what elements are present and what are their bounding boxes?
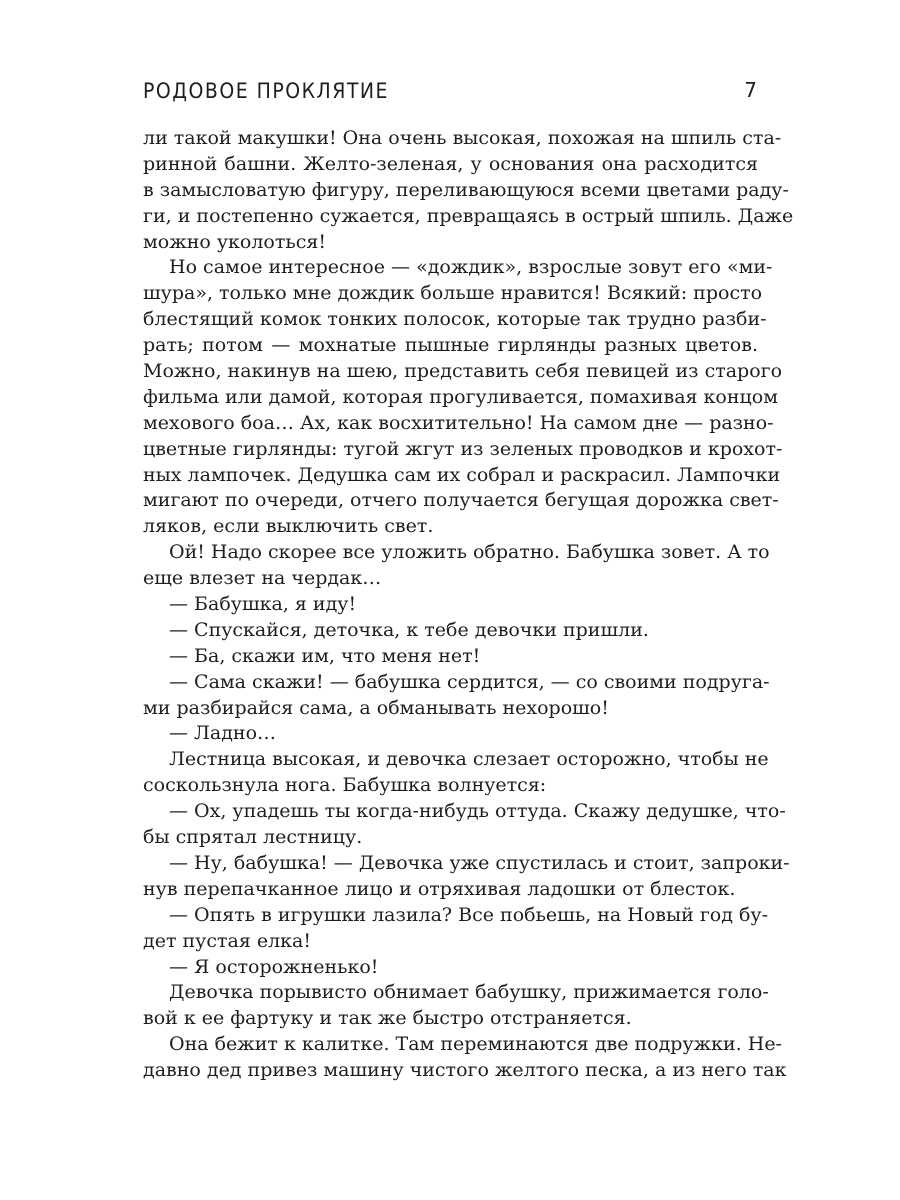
text-line: шура», только мне дождик больше нравится! Всякий: просто <box>143 282 763 305</box>
text-line: соскользнула нога. Бабушка волнуется: <box>143 774 547 797</box>
text-line: Девочка порывисто обнимает бабушку, прижимается голо- <box>169 981 769 1004</box>
text-line: дет пустая елка! <box>143 929 311 952</box>
text-line: — Ба, скажи им, что меня нет! <box>169 644 481 667</box>
text-line: Лестница высокая, и девочка слезает осторожно, чтобы не <box>169 748 769 771</box>
text-line: — Бабушка, я иду! <box>169 593 357 616</box>
text-line: блестящий комок тонких полосок, которые так трудно разби- <box>143 308 767 331</box>
text-line: Но самое интересное — «дождик», взрослые зовут его «ми- <box>169 256 773 279</box>
page-number: 7 <box>744 78 757 102</box>
text-line: еще влезет на чердак… <box>143 567 382 590</box>
text-line: ных лампочек. Дедушка сам их собрал и раскрасил. Лампочки <box>143 463 781 486</box>
text-line: — Спускайся, деточка, к тебе девочки пришли. <box>169 618 649 641</box>
text-line: — Сама скажи! — бабушка сердится, — со своими подруга- <box>169 670 770 693</box>
text-line: — Ну, бабушка! — Девочка уже спустилась и стоит, запроки- <box>169 851 790 874</box>
text-line: мехового боа… Ах, как восхитительно! На самом дне — разно- <box>143 411 774 434</box>
text-line: ми разбирайся сама, а обманывать нехорошо! <box>143 696 609 719</box>
text-line: давно дед привез машину чистого желтого песка, а из него так <box>143 1059 787 1082</box>
text-line: — Ладно… <box>169 722 277 745</box>
text-line: — Ох, упадешь ты когда-нибудь оттуда. Скажу дедушке, что- <box>169 800 786 823</box>
text-line: — Я осторожненько! <box>169 955 379 978</box>
text-line: ринной башни. Желто-зеленая, у основания она расходится <box>143 152 758 175</box>
text-line: ляков, если выключить свет. <box>143 515 434 538</box>
text-line: ли такой макушки! Она очень высокая, похожая на шпиль ста- <box>143 127 782 149</box>
body-text <box>143 126 794 1084</box>
text-line: ги, и постепенно сужается, превращаясь в острый шпиль. Даже <box>143 204 794 227</box>
text-line: фильма или дамой, которая прогуливается, помахивая концом <box>143 385 778 408</box>
text-line: в замысловатую фигуру, переливающуюся всеми цветами раду- <box>143 178 789 201</box>
text-line: бы спрятал лестницу. <box>143 826 363 849</box>
text-line: можно уколоться! <box>143 230 326 253</box>
text-line: Она бежит к калитке. Там переминаются две подружки. Не- <box>169 1033 782 1056</box>
running-title: РОДОВОЕ ПРОКЛЯТИЕ <box>143 79 389 103</box>
text-line: мигают по очереди, отчего получается бегущая дорожка свет- <box>143 489 779 512</box>
text-line: Можно, накинув на шею, представить себя певицей из старого <box>143 360 783 383</box>
text-line: нув перепачканное лицо и отряхивая ладошки от блесток. <box>143 877 736 900</box>
text-line: — Опять в игрушки лазила? Все побьешь, на Новый год бу- <box>169 903 768 926</box>
text-line: вой к ее фартуку и так же быстро отстраняется. <box>143 1007 632 1030</box>
text-line: Ой! Надо скорее все уложить обратно. Бабушка зовет. А то <box>169 541 770 564</box>
text-line: рать; потом — мохнатые пышные гирлянды разных цветов. <box>143 334 758 357</box>
text-line: цветные гирлянды: тугой жгут из зеленых проводков и крохот- <box>143 437 783 460</box>
